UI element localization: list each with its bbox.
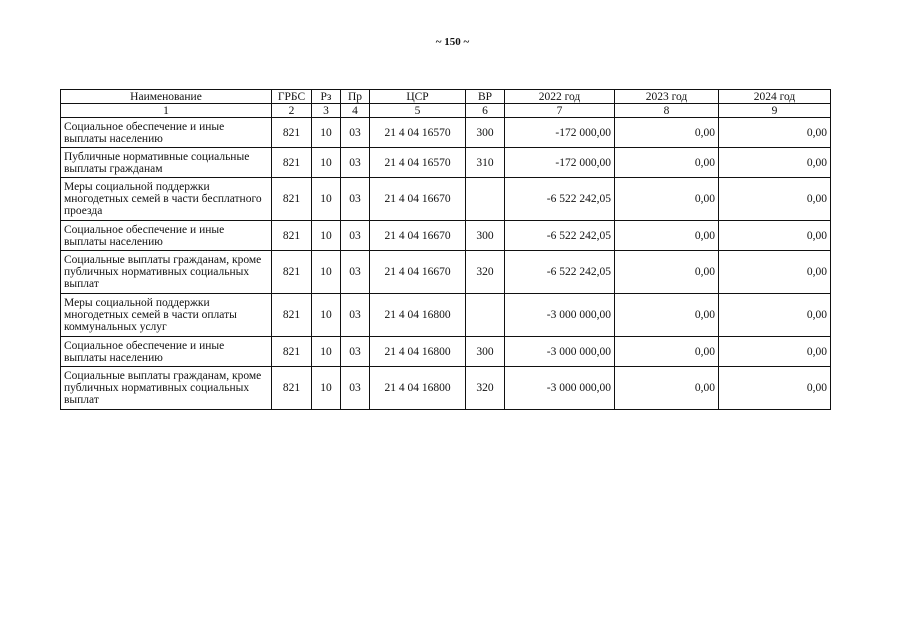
row-csr: 21 4 04 16800 [370, 337, 466, 367]
row-amount-2023: 0,00 [615, 148, 719, 178]
row-csr: 21 4 04 16570 [370, 118, 466, 148]
row-rz: 10 [312, 178, 341, 221]
row-name: Социальное обеспечение и иные выплаты населению [61, 337, 272, 367]
header-year-2022: 2022 год [505, 90, 615, 104]
row-amount-2022: -3 000 000,00 [505, 337, 615, 367]
row-amount-2022: -6 522 242,05 [505, 221, 615, 251]
row-amount-2022: -172 000,00 [505, 148, 615, 178]
budget-table [60, 89, 831, 410]
table-row [61, 118, 831, 148]
table-row [61, 148, 831, 178]
header-csr: ЦСР [370, 90, 466, 104]
column-number: 1 [61, 104, 272, 118]
row-name: Меры социальной поддержки многодетных семей в части бесплатного проезда [61, 178, 272, 221]
column-number-row [61, 104, 831, 118]
row-amount-2022: -172 000,00 [505, 118, 615, 148]
row-amount-2024: 0,00 [719, 148, 831, 178]
row-amount-2023: 0,00 [615, 367, 719, 410]
column-number: 4 [341, 104, 370, 118]
row-grbs: 821 [272, 337, 312, 367]
row-amount-2022: -6 522 242,05 [505, 251, 615, 294]
row-name: Социальные выплаты гражданам, кроме публичных нормативных социальных выплат [61, 251, 272, 294]
row-csr: 21 4 04 16800 [370, 367, 466, 410]
row-amount-2024: 0,00 [719, 221, 831, 251]
row-rz: 10 [312, 148, 341, 178]
row-name: Социальное обеспечение и иные выплаты населению [61, 118, 272, 148]
row-rz: 10 [312, 251, 341, 294]
table-row [61, 178, 831, 221]
row-vr: 320 [466, 367, 505, 410]
table-row [61, 251, 831, 294]
row-name: Меры социальной поддержки многодетных семей в части оплаты коммунальных услуг [61, 294, 272, 337]
column-number: 5 [370, 104, 466, 118]
row-grbs: 821 [272, 251, 312, 294]
row-amount-2022: -3 000 000,00 [505, 367, 615, 410]
row-amount-2023: 0,00 [615, 251, 719, 294]
row-vr [466, 178, 505, 221]
header-year-2023: 2023 год [615, 90, 719, 104]
row-grbs: 821 [272, 148, 312, 178]
row-amount-2024: 0,00 [719, 367, 831, 410]
page-number: ~ 150 ~ [435, 36, 470, 48]
row-csr: 21 4 04 16670 [370, 178, 466, 221]
row-grbs: 821 [272, 178, 312, 221]
row-name: Социальные выплаты гражданам, кроме публичных нормативных социальных выплат [61, 367, 272, 410]
row-vr: 310 [466, 148, 505, 178]
row-csr: 21 4 04 16570 [370, 148, 466, 178]
row-pr: 03 [341, 221, 370, 251]
row-rz: 10 [312, 118, 341, 148]
column-number: 8 [615, 104, 719, 118]
row-rz: 10 [312, 337, 341, 367]
column-number: 6 [466, 104, 505, 118]
header-name: Наименование [61, 90, 272, 104]
row-amount-2023: 0,00 [615, 294, 719, 337]
row-amount-2023: 0,00 [615, 118, 719, 148]
row-pr: 03 [341, 337, 370, 367]
table-row [61, 337, 831, 367]
row-vr [466, 294, 505, 337]
column-number: 9 [719, 104, 831, 118]
header-vr: ВР [466, 90, 505, 104]
row-amount-2024: 0,00 [719, 118, 831, 148]
row-amount-2024: 0,00 [719, 294, 831, 337]
row-vr: 300 [466, 221, 505, 251]
row-vr: 300 [466, 118, 505, 148]
row-rz: 10 [312, 367, 341, 410]
table-row [61, 367, 831, 410]
row-pr: 03 [341, 251, 370, 294]
table-row [61, 294, 831, 337]
row-grbs: 821 [272, 294, 312, 337]
row-rz: 10 [312, 221, 341, 251]
header-grbs: ГРБС [272, 90, 312, 104]
row-name: Социальное обеспечение и иные выплаты населению [61, 221, 272, 251]
row-csr: 21 4 04 16670 [370, 251, 466, 294]
row-amount-2024: 0,00 [719, 251, 831, 294]
row-grbs: 821 [272, 221, 312, 251]
row-amount-2024: 0,00 [719, 178, 831, 221]
row-grbs: 821 [272, 367, 312, 410]
row-amount-2023: 0,00 [615, 337, 719, 367]
row-amount-2023: 0,00 [615, 221, 719, 251]
row-csr: 21 4 04 16800 [370, 294, 466, 337]
row-amount-2022: -6 522 242,05 [505, 178, 615, 221]
column-number: 3 [312, 104, 341, 118]
row-rz: 10 [312, 294, 341, 337]
row-name: Публичные нормативные социальные выплаты гражданам [61, 148, 272, 178]
row-pr: 03 [341, 118, 370, 148]
row-amount-2024: 0,00 [719, 337, 831, 367]
row-grbs: 821 [272, 118, 312, 148]
column-number: 7 [505, 104, 615, 118]
header-rz: Рз [312, 90, 341, 104]
header-row [61, 90, 831, 104]
column-number: 2 [272, 104, 312, 118]
row-amount-2023: 0,00 [615, 178, 719, 221]
row-pr: 03 [341, 178, 370, 221]
row-vr: 300 [466, 337, 505, 367]
table-row [61, 221, 831, 251]
row-vr: 320 [466, 251, 505, 294]
header-pr: Пр [341, 90, 370, 104]
row-pr: 03 [341, 148, 370, 178]
header-year-2024: 2024 год [719, 90, 831, 104]
row-csr: 21 4 04 16670 [370, 221, 466, 251]
row-pr: 03 [341, 294, 370, 337]
row-amount-2022: -3 000 000,00 [505, 294, 615, 337]
row-pr: 03 [341, 367, 370, 410]
